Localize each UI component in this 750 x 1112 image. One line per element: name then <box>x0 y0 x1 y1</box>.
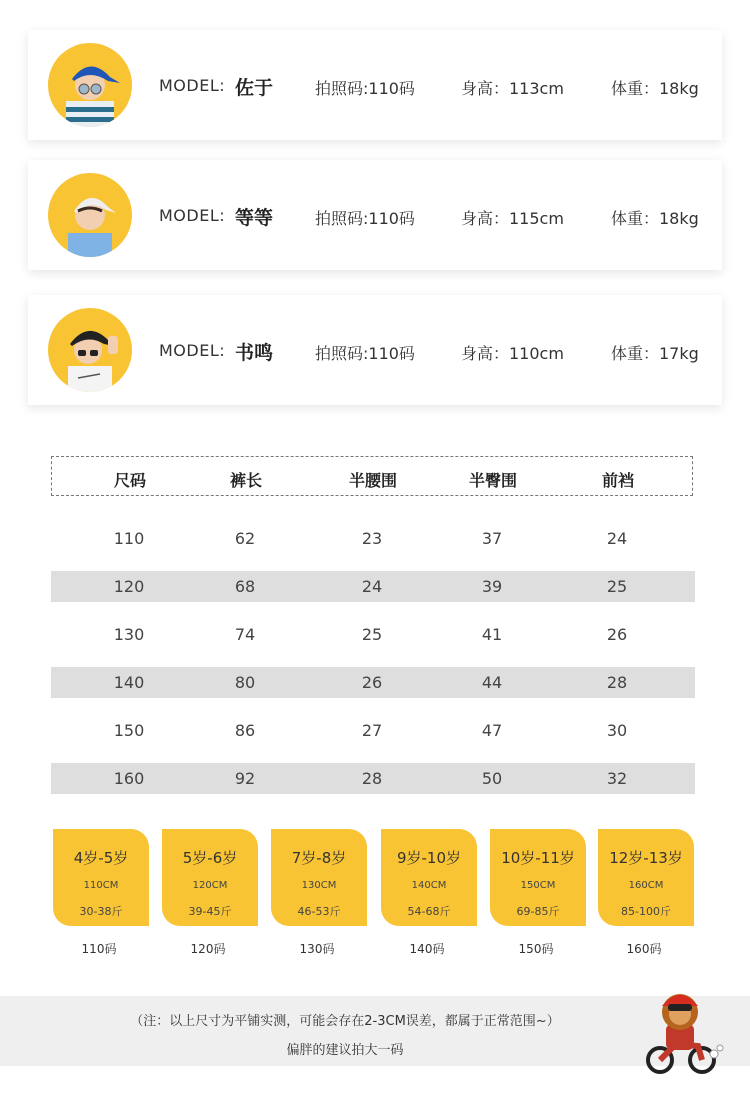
cell-hip: 50 <box>481 769 503 788</box>
badge-height: 150CM <box>520 880 556 891</box>
age-badge <box>490 829 586 926</box>
badge-age: 12岁-13岁 <box>609 849 683 867</box>
badge-age: 10岁-11岁 <box>501 849 575 867</box>
cell-rise: 28 <box>606 673 628 692</box>
size-table-header <box>51 456 693 496</box>
cell-hip: 39 <box>481 577 503 596</box>
model-photo-size: 拍照码:110码 <box>315 344 415 363</box>
age-badge <box>53 829 149 926</box>
table-row <box>51 619 695 650</box>
note-size-advice: 偏胖的建议拍大一码 <box>286 1043 404 1058</box>
note-measurement: （注：以上尺寸为平铺实测，可能会存在2-3CM误差，都属于正常范围~） <box>130 1014 560 1029</box>
badge-size-code: 120码 <box>190 942 226 956</box>
cell-size: 120 <box>113 577 145 596</box>
cell-rise: 25 <box>606 577 628 596</box>
model-card-3 <box>28 295 722 405</box>
cell-hip: 37 <box>481 529 503 548</box>
badge-size-code: 140码 <box>409 942 445 956</box>
header-rise: 前裆 <box>601 471 634 490</box>
badge-height: 120CM <box>192 880 228 891</box>
model-name: 书鸣 <box>235 342 274 364</box>
table-row <box>51 763 695 794</box>
badge-age: 4岁-5岁 <box>73 849 129 867</box>
cell-length: 62 <box>234 529 256 548</box>
model-photo-size: 拍照码:110码 <box>315 79 415 98</box>
model-name: 佐于 <box>235 77 274 99</box>
cell-length: 92 <box>234 769 256 788</box>
badge-size-code: 160码 <box>626 942 662 956</box>
badge-weight: 85-100斤 <box>621 905 671 918</box>
badge-weight: 46-53斤 <box>297 905 341 918</box>
model-name: 等等 <box>235 207 274 229</box>
cell-waist: 28 <box>361 769 383 788</box>
model-label: MODEL: <box>159 341 226 360</box>
model-height: 身高：113cm <box>461 79 564 98</box>
model-photo-size: 拍照码:110码 <box>315 209 415 228</box>
badge-height: 110CM <box>83 880 119 891</box>
table-row <box>51 523 695 554</box>
model-weight: 体重：17kg <box>611 344 699 363</box>
cell-length: 86 <box>234 721 256 740</box>
cell-rise: 24 <box>606 529 628 548</box>
age-badge <box>271 829 367 926</box>
cell-size: 160 <box>113 769 145 788</box>
model-avatar-3 <box>48 308 132 392</box>
cell-waist: 23 <box>361 529 383 548</box>
cell-hip: 41 <box>481 625 503 644</box>
cell-waist: 25 <box>361 625 383 644</box>
header-size: 尺码 <box>113 471 146 490</box>
cell-hip: 44 <box>481 673 503 692</box>
cell-rise: 32 <box>606 769 628 788</box>
cell-size: 150 <box>113 721 145 740</box>
badge-height: 130CM <box>301 880 337 891</box>
model-height: 身高：110cm <box>461 344 564 363</box>
cell-length: 68 <box>234 577 256 596</box>
badge-weight: 69-85斤 <box>516 905 560 918</box>
age-badge <box>598 829 694 926</box>
cell-rise: 26 <box>606 625 628 644</box>
badge-size-code: 130码 <box>299 942 335 956</box>
lion-mascot-icon <box>640 984 724 1076</box>
age-badge <box>381 829 477 926</box>
model-height: 身高：115cm <box>461 209 564 228</box>
model-weight: 体重：18kg <box>611 209 699 228</box>
model-label: MODEL: <box>159 76 226 95</box>
badge-height: 140CM <box>411 880 447 891</box>
badge-size-code: 110码 <box>81 942 117 956</box>
model-avatar-1 <box>48 43 132 127</box>
cell-size: 130 <box>113 625 145 644</box>
cell-rise: 30 <box>606 721 628 740</box>
cell-size: 110 <box>113 529 145 548</box>
badge-age: 9岁-10岁 <box>396 849 462 867</box>
model-label: MODEL: <box>159 206 226 225</box>
model-card-1 <box>28 30 722 140</box>
cell-waist: 27 <box>361 721 383 740</box>
header-hip: 半臀围 <box>468 471 517 490</box>
badge-weight: 39-45斤 <box>188 905 232 918</box>
model-card-2 <box>28 160 722 270</box>
badge-age: 7岁-8岁 <box>291 849 347 867</box>
model-avatar-2 <box>48 173 132 257</box>
model-weight: 体重：18kg <box>611 79 699 98</box>
header-waist: 半腰围 <box>348 471 397 490</box>
cell-length: 80 <box>234 673 256 692</box>
badge-age: 5岁-6岁 <box>182 849 238 867</box>
cell-hip: 47 <box>481 721 503 740</box>
cell-length: 74 <box>234 625 256 644</box>
header-length: 裤长 <box>229 471 262 490</box>
cell-waist: 24 <box>361 577 383 596</box>
table-row <box>51 667 695 698</box>
cell-waist: 26 <box>361 673 383 692</box>
age-badge <box>162 829 258 926</box>
badge-weight: 54-68斤 <box>407 905 451 918</box>
table-row <box>51 571 695 602</box>
table-row <box>51 715 695 746</box>
badge-size-code: 150码 <box>518 942 554 956</box>
cell-size: 140 <box>113 673 145 692</box>
badge-height: 160CM <box>628 880 664 891</box>
badge-weight: 30-38斤 <box>79 905 123 918</box>
